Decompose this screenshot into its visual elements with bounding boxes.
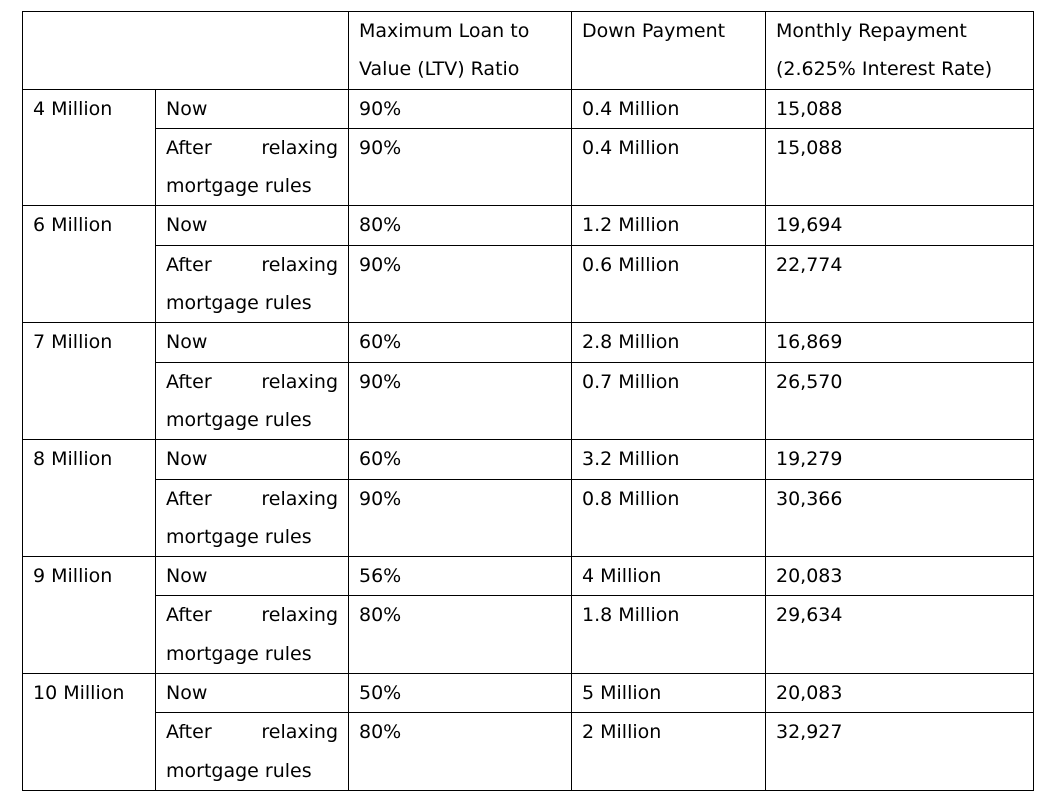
stage-cell <box>156 362 349 440</box>
ltv-cell: 90% <box>349 89 572 128</box>
header-down-payment: Down Payment <box>572 12 766 90</box>
down-payment-cell: 1.8 Million <box>572 596 766 674</box>
stage-label: Now <box>166 97 208 120</box>
mortgage-comparison-table <box>22 11 1034 791</box>
stage-cell <box>156 323 349 362</box>
ltv-cell: 90% <box>349 245 572 323</box>
table-row <box>23 479 1034 557</box>
header-monthly-repayment: Monthly Repayment (2.625% Interest Rate) <box>766 12 1034 90</box>
stage-label: After relaxing mortgage rules <box>166 604 338 665</box>
stage-label: Now <box>166 214 208 237</box>
property-price-cell: 7 Million <box>23 323 156 440</box>
table-row <box>23 557 1034 596</box>
stage-cell <box>156 674 349 713</box>
property-price-cell: 6 Million <box>23 206 156 323</box>
ltv-cell: 90% <box>349 362 572 440</box>
ltv-cell: 60% <box>349 323 572 362</box>
table-row <box>23 596 1034 674</box>
stage-label: Now <box>166 565 208 588</box>
table-row <box>23 674 1034 713</box>
table-row <box>23 362 1034 440</box>
stage-label: After relaxing mortgage rules <box>166 136 338 198</box>
down-payment-cell: 0.4 Million <box>572 128 766 206</box>
monthly-repayment-cell: 22,774 <box>766 245 1034 323</box>
stage-label: Now <box>166 331 208 354</box>
down-payment-cell: 2.8 Million <box>572 323 766 362</box>
stage-label: After relaxing mortgage rules <box>166 721 338 782</box>
stage-label: After relaxing mortgage rules <box>166 253 338 315</box>
ltv-cell: 60% <box>349 440 572 479</box>
ltv-cell: 80% <box>349 713 572 791</box>
stage-cell <box>156 713 349 791</box>
ltv-cell: 90% <box>349 479 572 557</box>
stage-cell <box>156 479 349 557</box>
monthly-repayment-cell: 30,366 <box>766 479 1034 557</box>
down-payment-cell: 5 Million <box>572 674 766 713</box>
header-row <box>23 12 1034 90</box>
down-payment-cell: 0.8 Million <box>572 479 766 557</box>
stage-label: Now <box>166 448 208 471</box>
table-row <box>23 323 1034 362</box>
stage-label: After relaxing mortgage rules <box>166 370 338 431</box>
table-row <box>23 206 1034 245</box>
monthly-repayment-cell: 19,279 <box>766 440 1034 479</box>
monthly-repayment-cell: 20,083 <box>766 674 1034 713</box>
table-row <box>23 128 1034 206</box>
table-row <box>23 713 1034 791</box>
stage-cell <box>156 557 349 596</box>
stage-cell <box>156 89 349 128</box>
ltv-cell: 56% <box>349 557 572 596</box>
stage-label: Now <box>166 682 208 705</box>
stage-cell <box>156 440 349 479</box>
table-body <box>23 12 1034 791</box>
ltv-cell: 90% <box>349 128 572 206</box>
ltv-cell: 50% <box>349 674 572 713</box>
monthly-repayment-cell: 16,869 <box>766 323 1034 362</box>
stage-cell <box>156 596 349 674</box>
monthly-repayment-cell: 29,634 <box>766 596 1034 674</box>
monthly-repayment-cell: 20,083 <box>766 557 1034 596</box>
down-payment-cell: 2 Million <box>572 713 766 791</box>
table-row <box>23 440 1034 479</box>
table-row <box>23 245 1034 323</box>
header-ltv: Maximum Loan to Value (LTV) Ratio <box>349 12 572 90</box>
table-row <box>23 89 1034 128</box>
monthly-repayment-cell: 19,694 <box>766 206 1034 245</box>
property-price-cell: 4 Million <box>23 89 156 206</box>
down-payment-cell: 0.7 Million <box>572 362 766 440</box>
header-empty-cell <box>23 12 349 90</box>
monthly-repayment-cell: 15,088 <box>766 89 1034 128</box>
stage-cell <box>156 128 349 206</box>
monthly-repayment-cell: 26,570 <box>766 362 1034 440</box>
down-payment-cell: 4 Million <box>572 557 766 596</box>
property-price-cell: 8 Million <box>23 440 156 557</box>
monthly-repayment-cell: 32,927 <box>766 713 1034 791</box>
down-payment-cell: 1.2 Million <box>572 206 766 245</box>
ltv-cell: 80% <box>349 206 572 245</box>
stage-label: After relaxing mortgage rules <box>166 487 338 548</box>
property-price-cell: 10 Million <box>23 674 156 791</box>
stage-cell <box>156 206 349 245</box>
down-payment-cell: 3.2 Million <box>572 440 766 479</box>
monthly-repayment-cell: 15,088 <box>766 128 1034 206</box>
property-price-cell: 9 Million <box>23 557 156 674</box>
down-payment-cell: 0.4 Million <box>572 89 766 128</box>
ltv-cell: 80% <box>349 596 572 674</box>
down-payment-cell: 0.6 Million <box>572 245 766 323</box>
stage-cell <box>156 245 349 323</box>
